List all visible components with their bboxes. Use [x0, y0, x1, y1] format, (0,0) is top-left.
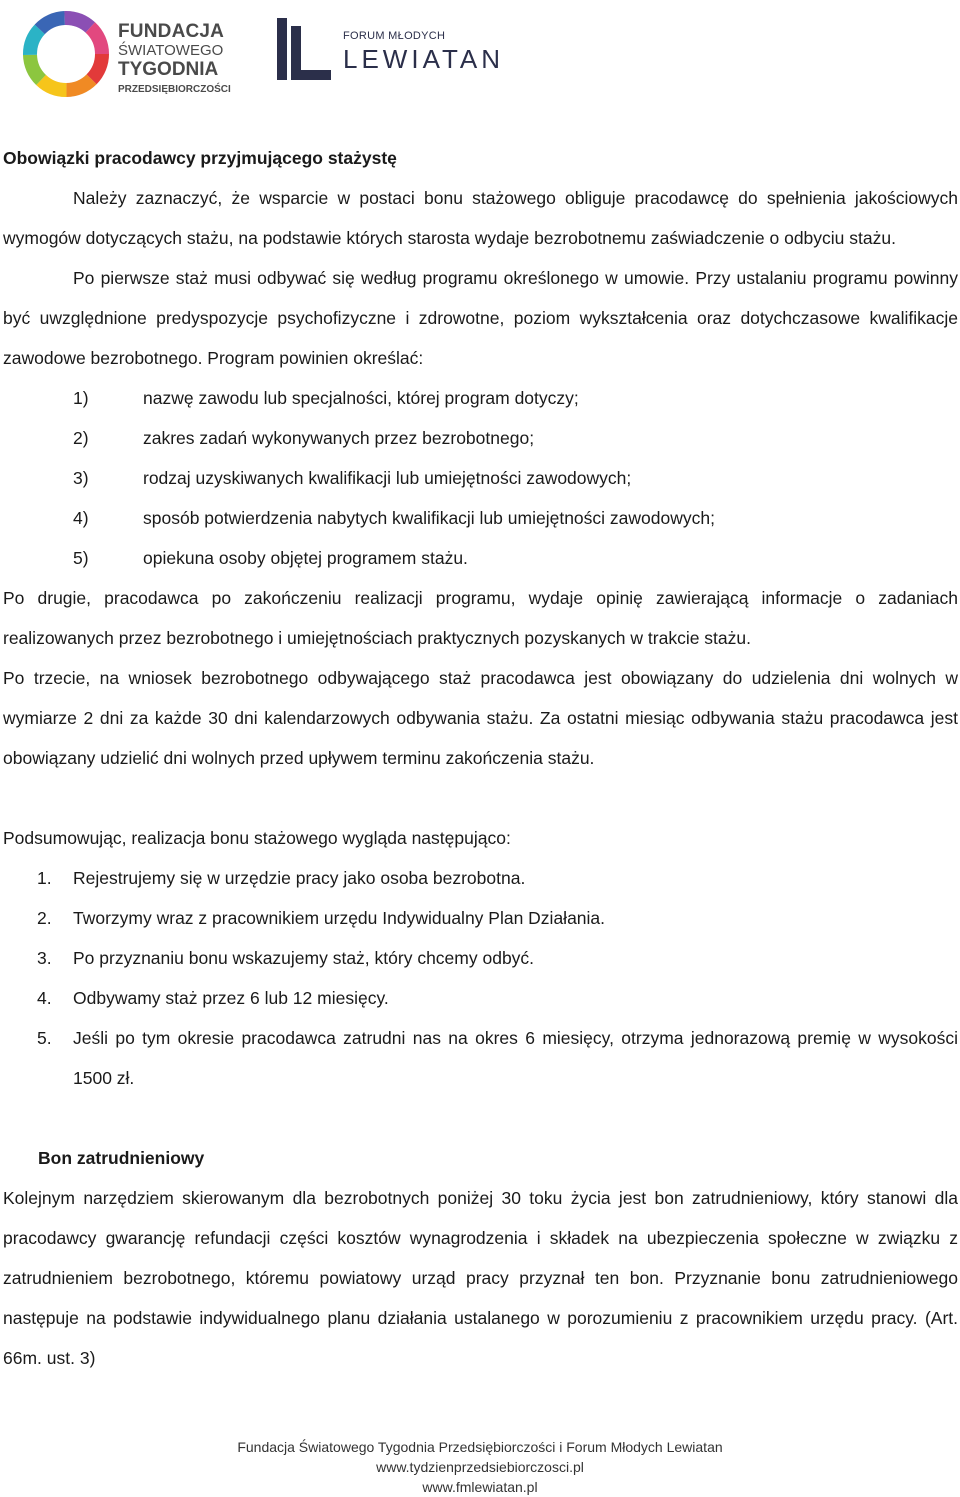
- fundacja-ring-icon: [20, 8, 112, 100]
- list-item: 4. Odbywamy staż przez 6 lub 12 miesięcy.: [37, 988, 389, 1008]
- bon-steps-list: [3, 858, 958, 1098]
- lewiatan-logo: [275, 16, 505, 86]
- section1-title: Obowiązki pracodawcy przyjmującego stażystę: [3, 148, 397, 168]
- program-requirements-list: [3, 378, 958, 578]
- section3-title: Bon zatrudnieniowy: [38, 1148, 205, 1168]
- list-item: 2. Tworzymy wraz z pracownikiem urzędu Indywidualny Plan Działania.: [37, 908, 606, 928]
- section2-intro: Podsumowując, realizacja bonu stażowego wygląda następująco:: [3, 828, 511, 848]
- lewiatan-mark-icon: [275, 16, 335, 82]
- section1-paragraph-2: Po pierwsze staż musi odbywać się według programu określonego w umowie. Przy ustalaniu programu powinny być uwzględnione predyspozycje psychofizyczne i zdrowotne, poziom wykształcenia oraz dotychczasowe kwalifikacje zawodowe bezrobotnego. Program powinien określać:: [3, 268, 958, 368]
- logo1-line3: TYGODNIA: [118, 59, 219, 80]
- document-body: [3, 138, 958, 1378]
- page-footer: [0, 1437, 960, 1497]
- list-item: 5) opiekuna osoby objętej programem stażu.: [73, 548, 468, 568]
- section1-paragraph-4: Po trzecie, na wniosek bezrobotnego odbywającego staż pracodawca jest obowiązany do udzielenia dni wolnych w wymiarze 2 dni za każde 30 dni kalendarzowych odbywania stażu. Za ostatni miesiąc odbywania stażu pracodawca jest obowiązany udzielić dni wolnych przed upływem terminu zakończenia stażu.: [3, 668, 958, 768]
- logo1-line1: FUNDACJA: [118, 21, 225, 42]
- list-item: 3) rodzaj uzyskiwanych kwalifikacji lub umiejętności zawodowych;: [73, 468, 632, 488]
- logo2-line1: FORUM MŁODYCH: [343, 30, 446, 42]
- list-item: 3. Po przyznaniu bonu wskazujemy staż, który chcemy odbyć.: [37, 948, 535, 968]
- page-header: [0, 0, 960, 110]
- logo2-line2: LEWIATAN: [343, 44, 505, 74]
- list-item: 4) sposób potwierdzenia nabytych kwalifikacji lub umiejętności zawodowych;: [73, 508, 715, 528]
- footer-organization: Fundacja Światowego Tygodnia Przedsiębiorczości i Forum Młodych Lewiatan: [237, 1439, 723, 1455]
- section3-paragraph-1: Kolejnym narzędziem skierowanym dla bezrobotnych poniżej 30 toku życia jest bon zatrudnieniowy, który stanowi dla pracodawcy gwarancję refundacji części kosztów wynagrodzenia i składek na ubezpieczenia społeczne w związku z zatrudnieniem bezrobotnego, któremu powiatowy urząd pracy przyznał ten bon. Przyznanie bonu zatrudnieniowego następuje na podstawie indywidualnego planu działania ustalanego w porozumieniu z pracownikiem urzędu pracy. (Art. 66m. ust. 3): [3, 1188, 958, 1368]
- fundacja-logo: [20, 8, 231, 100]
- list-item: 5. Jeśli po tym okresie pracodawca zatrudni nas na okres 6 miesięcy, otrzyma jednorazową premię w wysokości 1500 zł.: [37, 1028, 958, 1088]
- footer-link-tydzien[interactable]: www.tydzienprzedsiebiorczosci.pl: [376, 1459, 584, 1475]
- section1-paragraph-3: Po drugie, pracodawca po zakończeniu realizacji programu, wydaje opinię zawierającą informacje o zadaniach realizowanych przez bezrobotnego i umiejętnościach praktycznych pozyskanych w trakcie stażu.: [3, 588, 958, 648]
- list-item: 2) zakres zadań wykonywanych przez bezrobotnego;: [73, 428, 535, 448]
- section1-paragraph-1: Należy zaznaczyć, że wsparcie w postaci bonu stażowego obliguje pracodawcę do spełnienia jakościowych wymogów dotyczących stażu, na podstawie których starosta wydaje bezrobotnemu zaświadczenie o odbyciu stażu.: [3, 188, 958, 248]
- list-item: 1. Rejestrujemy się w urzędzie pracy jako osoba bezrobotna.: [37, 868, 526, 888]
- footer-link-fmlewiatan[interactable]: www.fmlewiatan.pl: [422, 1479, 538, 1495]
- list-item: 1) nazwę zawodu lub specjalności, której program dotyczy;: [73, 388, 579, 408]
- logo1-line4: PRZEDSIĘBIORCZOŚCI: [118, 84, 231, 95]
- logo1-line2: ŚWIATOWEGO: [118, 42, 224, 59]
